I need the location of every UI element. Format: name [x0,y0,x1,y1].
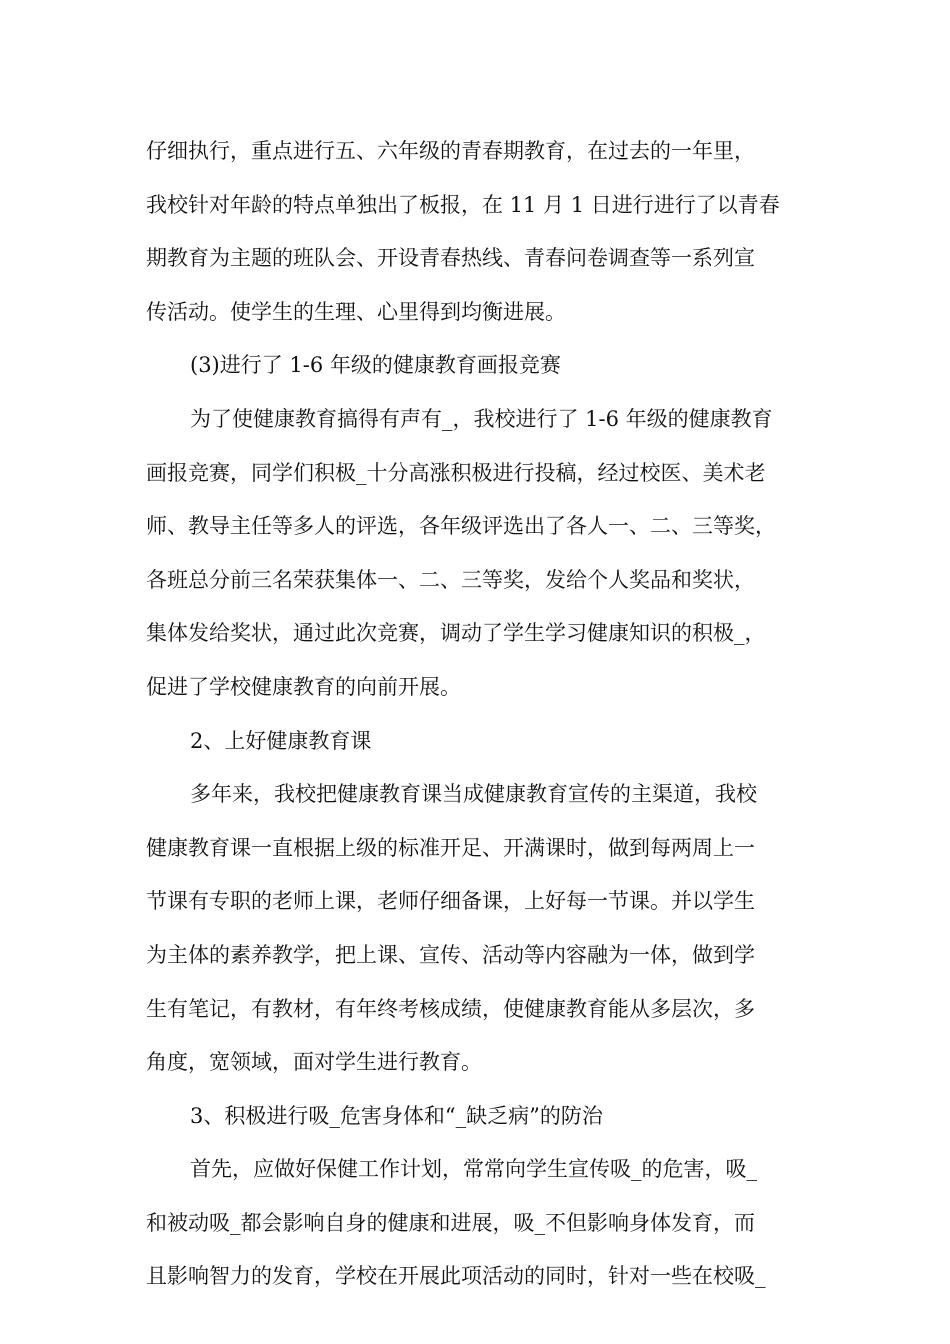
text-line: 传活动。使学生的生理、心里得到均衡进展。 [146,299,566,324]
text-line: 节课有专职的老师上课，老师仔细备课，上好每一节课。并以学生 [146,889,755,914]
text-line: 多年来，我校把健康教育课当成健康教育宣传的主渠道，我校 [190,782,757,807]
text-line: 我校针对年龄的特点单独出了板报，在 11 月 1 日进行进行了以青春 [146,192,780,217]
text-line: 各班总分前三名荣获集体一、二、三等奖，发给个人奖品和奖状， [146,567,755,592]
text-line: 为主体的素养教学，把上课、宣传、活动等内容融为一体，做到学 [146,942,755,967]
text-line: 仔细执行，重点进行五、六年级的青春期教育，在过去的一年里， [146,139,755,163]
text-line: 为了使健康教育搞得有声有_，我校进行了 1-6 年级的健康教育 [190,406,773,431]
text-line: 生有笔记，有教材，有年终考核成绩，使健康教育能从多层次，多 [146,996,755,1021]
section-heading: (3)进行了 1-6 年级的健康教育画报竞赛 [190,353,561,378]
text-line: 角度，宽领域，面对学生进行教育。 [146,1050,482,1075]
text-line: 促进了学校健康教育的向前开展。 [146,674,461,699]
text-line: 期教育为主题的班队会、开设青春热线、青春问卷调查等一系列宣 [146,246,755,271]
text-line: 首先，应做好保健工作计划，常常向学生宣传吸_的危害，吸_ [190,1157,757,1182]
section-heading: 3、积极进行吸_危害身体和“_缺乏病”的防治 [190,1103,603,1128]
section-heading: 2、上好健康教育课 [190,728,372,753]
text-line: 且影响智力的发育，学校在开展此项活动的同时，针对一些在校吸_ [146,1264,766,1289]
text-line: 和被动吸_都会影响自身的健康和进展，吸_不但影响身体发育，而 [146,1210,755,1235]
text-line: 画报竞赛，同学们积极_十分高涨积极进行投稿，经过校医、美术老 [146,460,766,485]
text-line: 师、教导主任等多人的评选，各年级评选出了各人一、二、三等奖， [146,514,776,539]
text-line: 集体发给奖状，通过此次竞赛，调动了学生学习健康知识的积极_， [146,621,766,646]
document-body [146,125,826,1304]
text-line: 健康教育课一直根据上级的标准开足、开满课时，做到每两周上一 [146,835,755,860]
